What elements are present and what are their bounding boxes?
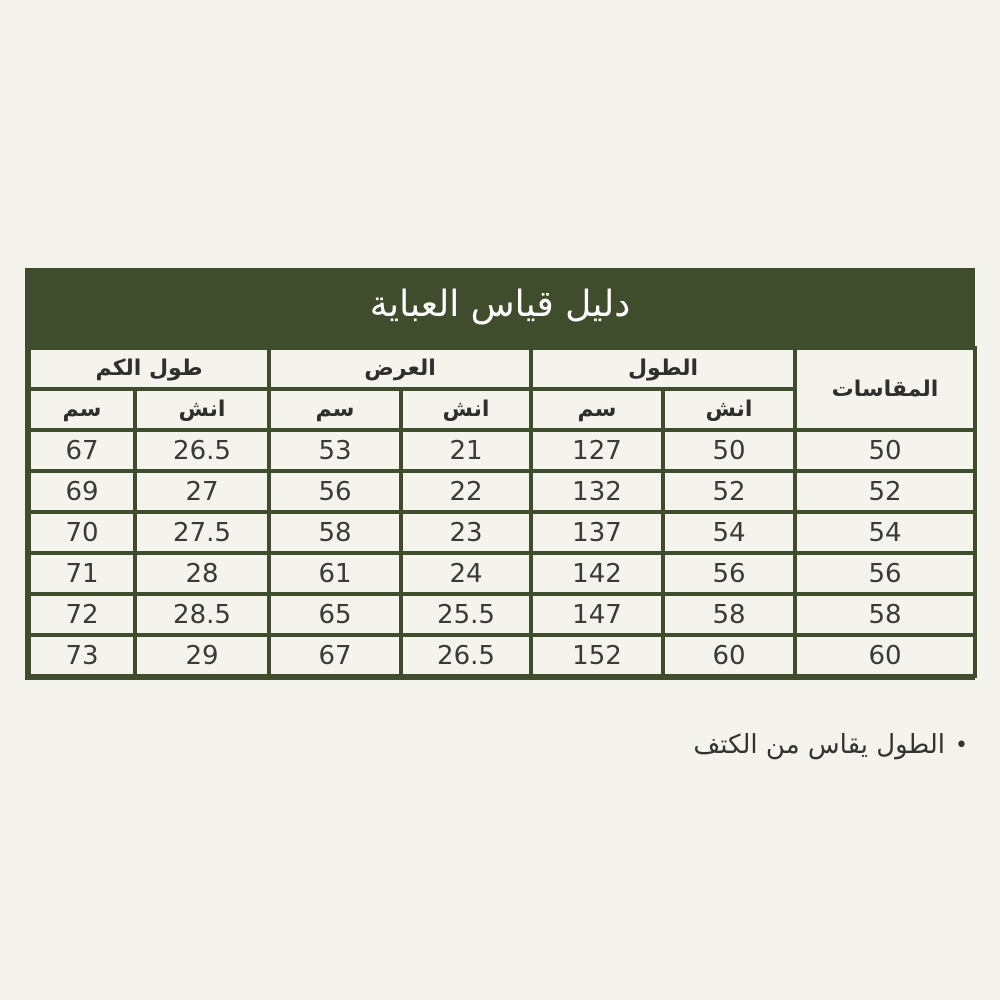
- header-sleeve-cm: سم: [29, 389, 135, 430]
- measurement-note: [693, 730, 968, 760]
- bullet-icon: •: [955, 732, 968, 758]
- cell-sleeve-cm: 67: [29, 430, 135, 471]
- header-width: العرض: [269, 348, 531, 389]
- cell-sleeve-inch: 28.5: [135, 594, 269, 635]
- cell-sleeve-cm: 70: [29, 512, 135, 553]
- cell-width-cm: 67: [269, 635, 401, 676]
- header-width-inch: انش: [401, 389, 531, 430]
- header-sizes: المقاسات: [795, 348, 975, 430]
- cell-size: 50: [795, 430, 975, 471]
- cell-width-cm: 58: [269, 512, 401, 553]
- table-row: [29, 471, 975, 512]
- cell-length-cm: 132: [531, 471, 663, 512]
- cell-length-cm: 127: [531, 430, 663, 471]
- cell-width-inch: 22: [401, 471, 531, 512]
- cell-length-cm: 137: [531, 512, 663, 553]
- cell-sleeve-cm: 73: [29, 635, 135, 676]
- size-chart: [25, 268, 975, 680]
- cell-sleeve-inch: 29: [135, 635, 269, 676]
- cell-width-inch: 21: [401, 430, 531, 471]
- cell-length-inch: 56: [663, 553, 795, 594]
- table-row: [29, 635, 975, 676]
- cell-width-cm: 53: [269, 430, 401, 471]
- cell-size: 54: [795, 512, 975, 553]
- cell-size: 56: [795, 553, 975, 594]
- note-text: الطول يقاس من الكتف: [693, 730, 946, 760]
- cell-width-cm: 61: [269, 553, 401, 594]
- header-length-cm: سم: [531, 389, 663, 430]
- cell-size: 58: [795, 594, 975, 635]
- cell-width-cm: 56: [269, 471, 401, 512]
- cell-length-inch: 52: [663, 471, 795, 512]
- cell-length-cm: 147: [531, 594, 663, 635]
- cell-sleeve-cm: 71: [29, 553, 135, 594]
- cell-length-inch: 60: [663, 635, 795, 676]
- cell-length-cm: 152: [531, 635, 663, 676]
- cell-sleeve-inch: 26.5: [135, 430, 269, 471]
- table-row: [29, 430, 975, 471]
- cell-sleeve-inch: 27.5: [135, 512, 269, 553]
- header-sleeve-inch: انش: [135, 389, 269, 430]
- cell-length-inch: 50: [663, 430, 795, 471]
- size-table: [27, 346, 977, 678]
- cell-width-cm: 65: [269, 594, 401, 635]
- header-width-cm: سم: [269, 389, 401, 430]
- cell-width-inch: 25.5: [401, 594, 531, 635]
- cell-width-inch: 26.5: [401, 635, 531, 676]
- cell-sleeve-cm: 72: [29, 594, 135, 635]
- table-row: [29, 594, 975, 635]
- header-row-groups: [29, 348, 975, 389]
- header-length-inch: انش: [663, 389, 795, 430]
- chart-title: دليل قياس العباية: [369, 284, 631, 325]
- header-length: الطول: [531, 348, 795, 389]
- cell-size: 60: [795, 635, 975, 676]
- cell-length-inch: 58: [663, 594, 795, 635]
- cell-size: 52: [795, 471, 975, 512]
- table-row: [29, 553, 975, 594]
- cell-length-cm: 142: [531, 553, 663, 594]
- table-row: [29, 512, 975, 553]
- cell-width-inch: 24: [401, 553, 531, 594]
- cell-width-inch: 23: [401, 512, 531, 553]
- header-sleeve: طول الكم: [29, 348, 269, 389]
- cell-length-inch: 54: [663, 512, 795, 553]
- cell-sleeve-inch: 27: [135, 471, 269, 512]
- cell-sleeve-inch: 28: [135, 553, 269, 594]
- cell-sleeve-cm: 69: [29, 471, 135, 512]
